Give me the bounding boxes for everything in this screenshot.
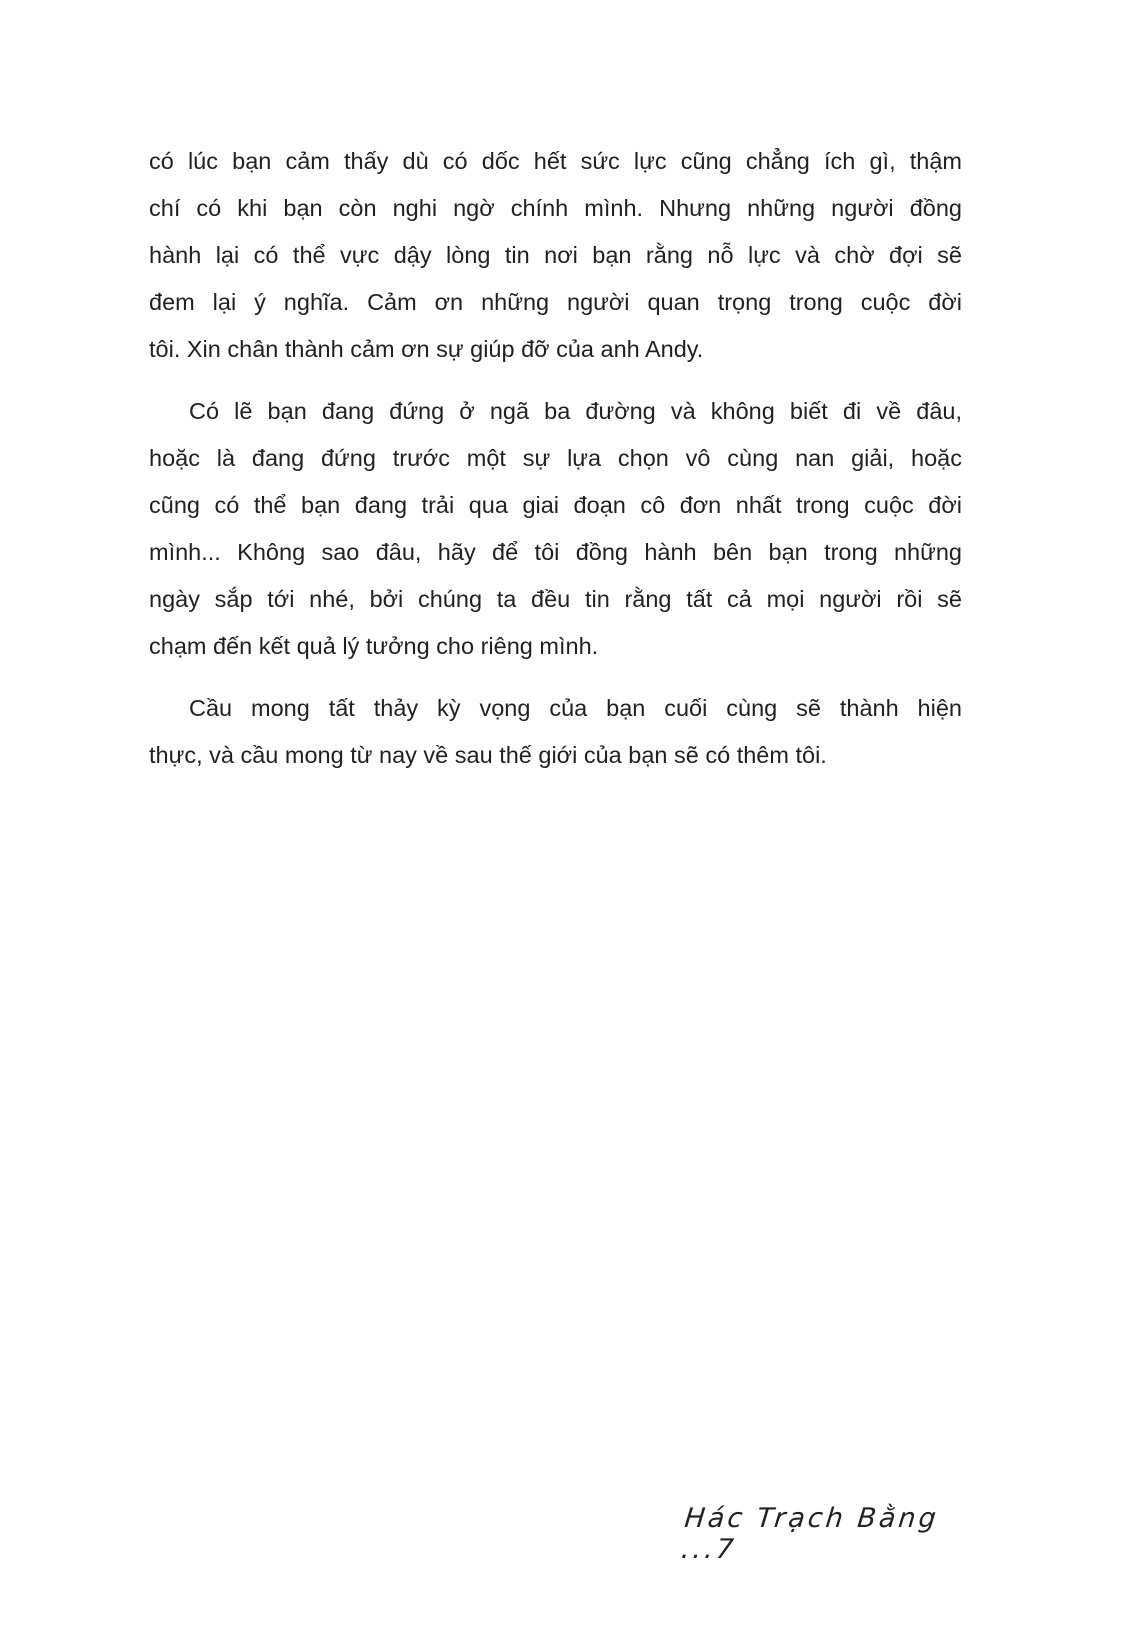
text-line: ngày sắp tới nhé, bởi chúng ta đều tin rằng tất cả mọi người rồi sẽ <box>149 586 962 612</box>
text-line: thực, và cầu mong từ nay về sau thế giới của bạn sẽ có thêm tôi. <box>149 742 827 768</box>
text-line: Cầu mong tất thảy kỳ vọng của bạn cuối cùng sẽ thành hiện <box>189 695 962 721</box>
text-line: có lúc bạn cảm thấy dù có dốc hết sức lực cũng chẳng ích gì, thậm <box>149 148 962 174</box>
text-line: cũng có thể bạn đang trải qua giai đoạn cô đơn nhất trong cuộc đời <box>149 492 962 518</box>
text-line: Có lẽ bạn đang đứng ở ngã ba đường và không biết đi về đâu, <box>189 398 962 424</box>
text-line: hành lại có thể vực dậy lòng tin nơi bạn rằng nỗ lực và chờ đợi sẽ <box>149 242 962 268</box>
text-line: chí có khi bạn còn nghi ngờ chính mình. Nhưng những người đồng <box>149 195 962 221</box>
text-line: tôi. Xin chân thành cảm ơn sự giúp đỡ của anh Andy. <box>149 336 704 362</box>
paragraph-1 <box>149 138 962 373</box>
author-signature: Hác Trạch Bằng ...7 <box>679 1503 941 1565</box>
paragraph-3 <box>149 685 962 779</box>
text-line: mình... Không sao đâu, hãy để tôi đồng hành bên bạn trong những <box>149 539 962 565</box>
text-line: đem lại ý nghĩa. Cảm ơn những người quan trọng trong cuộc đời <box>149 289 962 315</box>
paragraph-2 <box>149 388 962 670</box>
text-line: hoặc là đang đứng trước một sự lựa chọn vô cùng nan giải, hoặc <box>149 445 962 471</box>
text-line: chạm đến kết quả lý tưởng cho riêng mình. <box>149 633 599 659</box>
